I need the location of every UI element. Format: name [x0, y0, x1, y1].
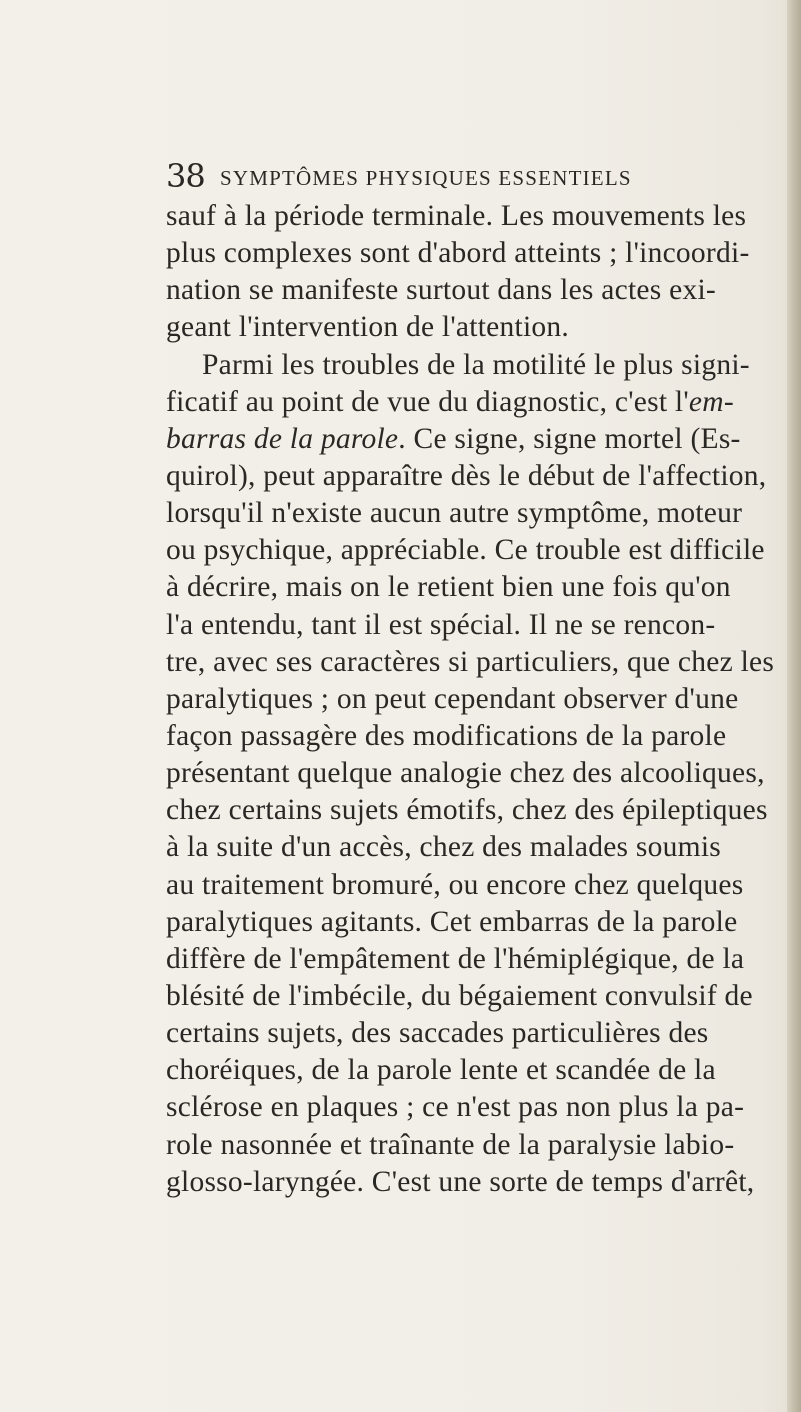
text-line: à la suite d'un accès, chez des malades soumis: [166, 831, 722, 864]
text-line: role nasonnée et traînante de la paralysie labio-: [166, 1128, 735, 1161]
text-line: chez certains sujets émotifs, chez des épileptiques: [166, 794, 768, 827]
text-line: glosso-laryngée. C'est une sorte de temps d'arrêt,: [166, 1165, 755, 1198]
text-line: tre, avec ses caractères si particuliers, que chez les: [166, 645, 775, 678]
page-header: [166, 156, 766, 196]
text-line: façon passagère des modifications de la parole: [166, 719, 727, 752]
text-line: ou psychique, appréciable. Ce trouble est difficile: [166, 534, 765, 567]
text-line: au traitement bromuré, ou encore chez quelques: [166, 868, 744, 901]
running-head: SYMPTÔMES PHYSIQUES ESSENTIELS: [220, 166, 632, 190]
text-line: sauf à la période terminale. Les mouvements les: [166, 200, 747, 232]
text-line: nation se manifeste surtout dans les actes exi-: [166, 274, 716, 307]
text-line: sclérose en plaques ; ce n'est pas non plus la pa-: [166, 1091, 745, 1124]
text-line: blésité de l'imbécile, du bégaiement convulsif de: [166, 979, 753, 1012]
text-line: [166, 421, 762, 458]
body-text: [166, 198, 775, 1201]
text-line: plus complexes sont d'abord atteints ; l'incoordi-: [166, 237, 750, 270]
emphasized-term: barras de la parole: [166, 422, 399, 455]
text-segment: . Ce signe, signe mortel (Es-: [398, 422, 741, 455]
text-line: lorsqu'il n'existe aucun autre symptôme, moteur: [166, 497, 743, 530]
text-line: certains sujets, des saccades particulières des: [166, 1017, 709, 1050]
text-line: geant l'intervention de l'attention.: [166, 311, 570, 344]
emphasized-term: em-: [688, 385, 734, 418]
text-line: quirol), peut apparaître dès le début de l'affection,: [166, 459, 767, 492]
text-line: paralytiques agitants. Cet embarras de la parole: [166, 905, 738, 938]
page-number: 38: [166, 157, 205, 195]
paragraph-start-line: Parmi les troubles de la motilité le plus signi-: [202, 348, 750, 381]
text-line: l'a entendu, tant il est spécial. Il ne se rencon-: [166, 608, 716, 641]
page-edge: [787, 0, 801, 1412]
text-line: diffère de l'empâtement de l'hémiplégique, de la: [166, 942, 745, 975]
text-line: à décrire, mais on le retient bien une fois qu'on: [166, 571, 731, 604]
text-line: paralytiques ; on peut cependant observer d'une: [166, 682, 739, 715]
text-segment: ficatif au point de vue du diagnostic, c'est l': [166, 385, 689, 418]
text-line: choréiques, de la parole lente et scandée de la: [166, 1054, 716, 1087]
text-line: [166, 384, 762, 421]
text-line: présentant quelque analogie chez des alcooliques,: [166, 757, 765, 790]
